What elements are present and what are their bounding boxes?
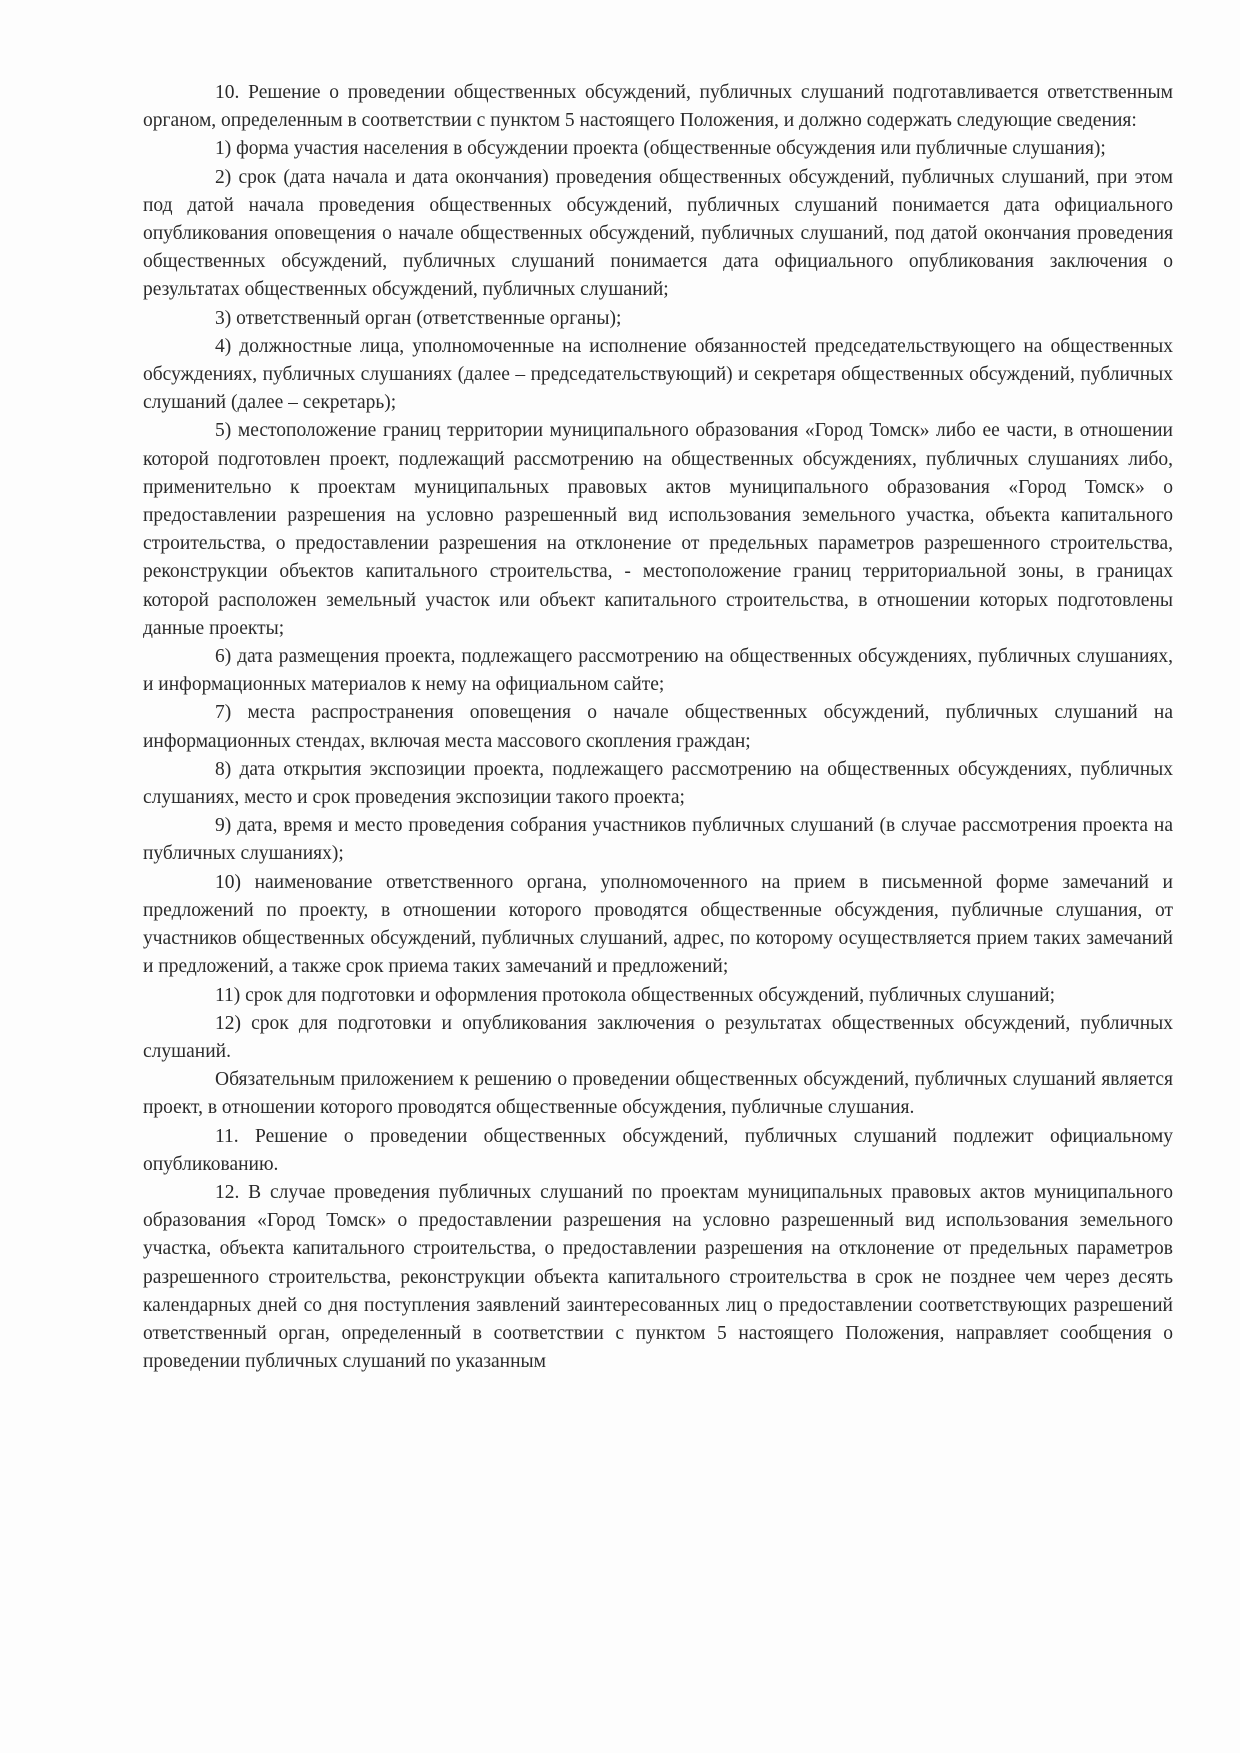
- paragraph-item-12: 12. В случае проведения публичных слушаний по проектам муниципальных правовых актов муниципального образования «Город Томск» о предоставлении разрешения на условно разрешенный вид использования земельного участка, объекта капитального строительства, о предоставлении разрешения на отклонение от предельных параметров разрешенного строительства, реконструкции объекта капитального строительства в срок не позднее чем через десять календарных дней со дня поступления заявлений заинтересованных лиц о предоставлении соответствующих разрешений ответственный орган, определенный в соответствии с пунктом 5 настоящего Положения, направляет сообщения о проведении публичных слушаний по указанным: [143, 1181, 1173, 1373]
- paragraph-subitem-5: 5) местоположение границ территории муниципального образования «Город Томск» либо ее части, в отношении которой подготовлен проект, подлежащий рассмотрению на общественных обсуждениях, публичных слушаниях либо, применительно к проектам муниципальных правовых актов муниципального образования «Город Томск» о предоставлении разрешения на условно разрешенный вид использования земельного участка, объекта капитального строительства, о предоставлении разрешения на отклонение от предельных параметров разрешенного строительства, реконструкции объектов капитального строительства, - местоположение границ территориальной зоны, в границах которой расположен земельный участок или объект капитального строительства, в отношении которых подготовлены данные проекты;: [143, 420, 1173, 639]
- paragraph-item-10: 10. Решение о проведении общественных обсуждений, публичных слушаний подготавливается ответственным органом, определенным в соответствии с пунктом 5 настоящего Положения, и должно содержать следующие сведения:: [143, 82, 1173, 132]
- paragraph-subitem-6: 6) дата размещения проекта, подлежащего рассмотрению на общественных обсуждениях, публичных слушаниях, и информационных материалов к нему на официальном сайте;: [143, 646, 1173, 696]
- paragraph-subitem-11: 11) срок для подготовки и оформления протокола общественных обсуждений, публичных слушаний;: [215, 984, 1056, 1006]
- paragraph-subitem-7: 7) места распространения оповещения о начале общественных обсуждений, публичных слушаний на информационных стендах, включая места массового скопления граждан;: [143, 702, 1173, 752]
- paragraph-subitem-1: 1) форма участия населения в обсуждении проекта (общественные обсуждения или публичные слушания);: [215, 138, 1106, 160]
- paragraph-subitem-12: 12) срок для подготовки и опубликования заключения о результатах общественных обсуждений, публичных слушаний.: [143, 1012, 1173, 1062]
- paragraph-subitem-3: 3) ответственный орган (ответственные органы);: [215, 307, 622, 329]
- paragraph-subitem-8: 8) дата открытия экспозиции проекта, подлежащего рассмотрению на общественных обсуждениях, публичных слушаниях, место и срок проведения экспозиции такого проекта;: [143, 758, 1173, 809]
- paragraph-subitem-9: 9) дата, время и место проведения собрания участников публичных слушаний (в случае рассмотрения проекта на публичных слушаниях);: [143, 815, 1173, 865]
- paragraph-subitem-4: 4) должностные лица, уполномоченные на исполнение обязанностей председательствующего на общественных обсуждениях, публичных слушаниях (далее – председательствующий) и секретаря общественных обсуждений, публичных слушаний (далее – секретарь);: [143, 335, 1173, 414]
- paragraph-subitem-2: 2) срок (дата начала и дата окончания) проведения общественных обсуждений, публичных слушаний, при этом под датой начала проведения общественных обсуждений, публичных слушаний понимается дата официального опубликования оповещения о начале общественных обсуждений, публичных слушаний, под датой окончания проведения общественных обсуждений, публичных слушаний понимается дата официального опубликования заключения о результатах общественных обсуждений, публичных слушаний;: [143, 166, 1173, 301]
- paragraph-item-11: 11. Решение о проведении общественных обсуждений, публичных слушаний подлежит официальному опубликованию.: [143, 1125, 1173, 1175]
- document-body: [143, 79, 1173, 1376]
- paragraph-subitem-10: 10) наименование ответственного органа, уполномоченного на прием в письменной форме замечаний и предложений по проекту, в отношении которого проводятся общественные обсуждения, публичные слушания, от участников общественных обсуждений, публичных слушаний, адрес, по которому осуществляется прием таких замечаний и предложений, а также срок приема таких замечаний и предложений;: [143, 871, 1173, 978]
- paragraph-mandatory-attachment: Обязательным приложением к решению о проведении общественных обсуждений, публичных слушаний является проект, в отношении которого проводятся общественные обсуждения, публичные слушания.: [143, 1069, 1173, 1119]
